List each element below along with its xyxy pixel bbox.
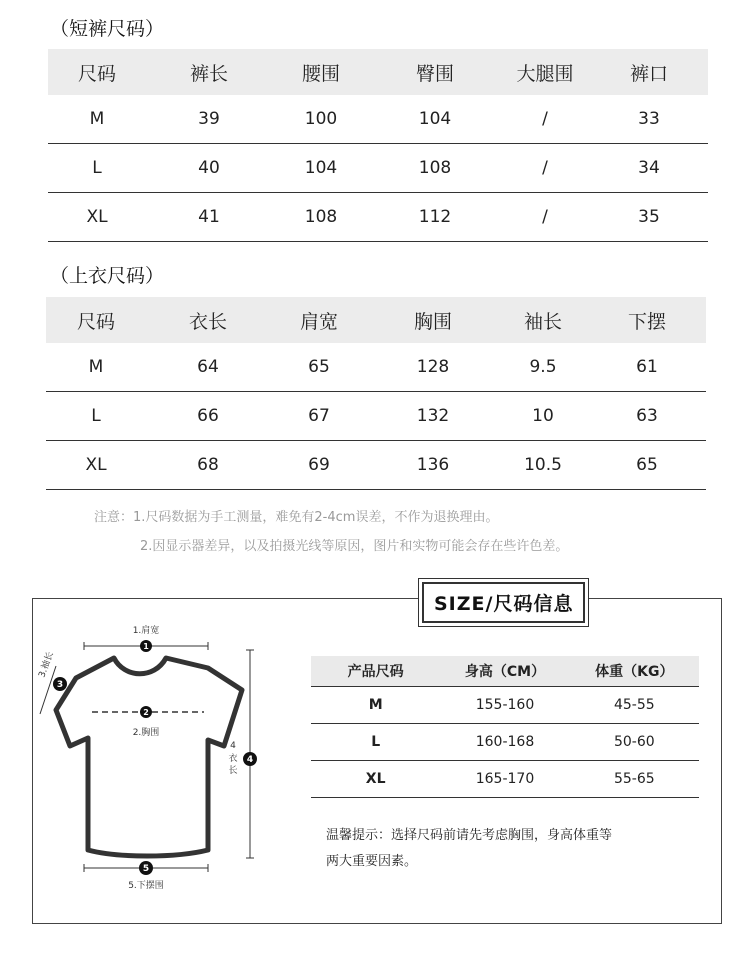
table-cell: M	[48, 95, 146, 144]
size-info-table	[311, 656, 699, 798]
table-row	[46, 392, 706, 441]
table-cell: 33	[590, 95, 708, 144]
table-cell: 40	[146, 144, 272, 193]
top-section-title: （上衣尺码）	[50, 265, 165, 287]
table-cell: /	[500, 193, 590, 242]
table-cell: 112	[370, 193, 500, 242]
table-cell: 50-60	[570, 724, 699, 761]
table-cell: /	[500, 95, 590, 144]
note-line-1: 注意：1.尺码数据为手工测量，难免有2-4cm误差，不作为退换理由。	[94, 510, 499, 525]
table-cell: 63	[588, 392, 706, 441]
table-cell: 155-160	[440, 687, 569, 724]
length-number-text: 4	[230, 741, 236, 751]
sleeve-label: 3.袖长	[37, 650, 56, 680]
hem-number: 5	[142, 864, 150, 874]
tshirt-measurement-diagram	[36, 618, 286, 898]
table-cell: L	[46, 392, 146, 441]
size-tip	[326, 823, 706, 875]
table-cell: L	[311, 724, 440, 761]
header-cell: 胸围	[368, 297, 498, 343]
header-cell: 下摆	[588, 297, 706, 343]
table-cell: 136	[368, 441, 498, 490]
tshirt-outline-icon	[56, 658, 242, 856]
table-cell: 64	[146, 343, 270, 392]
table-cell: 108	[272, 193, 370, 242]
size-tip-line-1: 温馨提示：选择尺码前请先考虑胸围，身高体重等	[326, 828, 613, 843]
header-cell: 衣长	[146, 297, 270, 343]
table-cell: XL	[46, 441, 146, 490]
table-cell: 104	[272, 144, 370, 193]
table-header-row	[46, 297, 706, 343]
header-cell: 袖长	[498, 297, 588, 343]
note-line-2: 2.因显示器差异，以及拍摄光线等原因，图片和实物可能会存在些许色差。	[140, 539, 569, 554]
shoulder-label: 1.肩宽	[132, 626, 160, 636]
table-cell: 35	[590, 193, 708, 242]
length-number: 4	[246, 755, 254, 765]
table-row	[46, 343, 706, 392]
table-cell: 68	[146, 441, 270, 490]
table-cell: 65	[270, 343, 368, 392]
table-row	[46, 441, 706, 490]
header-cell: 臀围	[370, 49, 500, 95]
table-cell: M	[46, 343, 146, 392]
table-row	[48, 95, 708, 144]
table-row	[311, 687, 699, 724]
header-cell: 大腿围	[500, 49, 590, 95]
chest-label: 2.胸围	[132, 728, 160, 738]
table-cell: 61	[588, 343, 706, 392]
table-header-row	[311, 656, 699, 687]
table-cell: 100	[272, 95, 370, 144]
header-cell: 产品尺码	[311, 656, 440, 687]
header-cell: 尺码	[48, 49, 146, 95]
header-cell: 体重（KG）	[570, 656, 699, 687]
table-header-row	[48, 49, 708, 95]
header-cell: 身高（CM）	[440, 656, 569, 687]
table-cell: L	[48, 144, 146, 193]
size-info-title-frame	[418, 582, 589, 623]
table-cell: 55-65	[570, 761, 699, 798]
shorts-section-title: （短裤尺码）	[50, 18, 165, 40]
table-cell: XL	[311, 761, 440, 798]
table-cell: 39	[146, 95, 272, 144]
table-cell: 160-168	[440, 724, 569, 761]
table-cell: 9.5	[498, 343, 588, 392]
size-info-title: SIZE/尺码信息	[422, 582, 585, 623]
table-cell: 34	[590, 144, 708, 193]
shorts-size-table	[48, 49, 708, 242]
shoulder-number: 1	[143, 642, 149, 651]
size-tip-line-2: 两大重要因素。	[326, 854, 418, 869]
top-size-table	[46, 297, 706, 490]
hem-label: 5.下摆围	[128, 881, 164, 891]
header-cell: 肩宽	[270, 297, 368, 343]
table-cell: 41	[146, 193, 272, 242]
table-cell: /	[500, 144, 590, 193]
table-row	[48, 193, 708, 242]
table-cell: XL	[48, 193, 146, 242]
table-row	[48, 144, 708, 193]
table-cell: 10	[498, 392, 588, 441]
table-cell: 128	[368, 343, 498, 392]
table-cell: 165-170	[440, 761, 569, 798]
length-label-1: 衣	[228, 754, 238, 764]
table-cell: 45-55	[570, 687, 699, 724]
table-cell: 132	[368, 392, 498, 441]
table-cell: 67	[270, 392, 368, 441]
table-cell: 104	[370, 95, 500, 144]
header-cell: 裤长	[146, 49, 272, 95]
length-label-2: 长	[228, 766, 238, 776]
header-cell: 裤口	[590, 49, 708, 95]
table-cell: 69	[270, 441, 368, 490]
chest-number: 2	[143, 708, 149, 717]
table-cell: 108	[370, 144, 500, 193]
sleeve-number: 3	[56, 680, 64, 690]
table-cell: 65	[588, 441, 706, 490]
table-cell: 66	[146, 392, 270, 441]
header-cell: 腰围	[272, 49, 370, 95]
header-cell: 尺码	[46, 297, 146, 343]
table-cell: M	[311, 687, 440, 724]
table-row	[311, 761, 699, 798]
table-row	[311, 724, 699, 761]
table-cell: 10.5	[498, 441, 588, 490]
